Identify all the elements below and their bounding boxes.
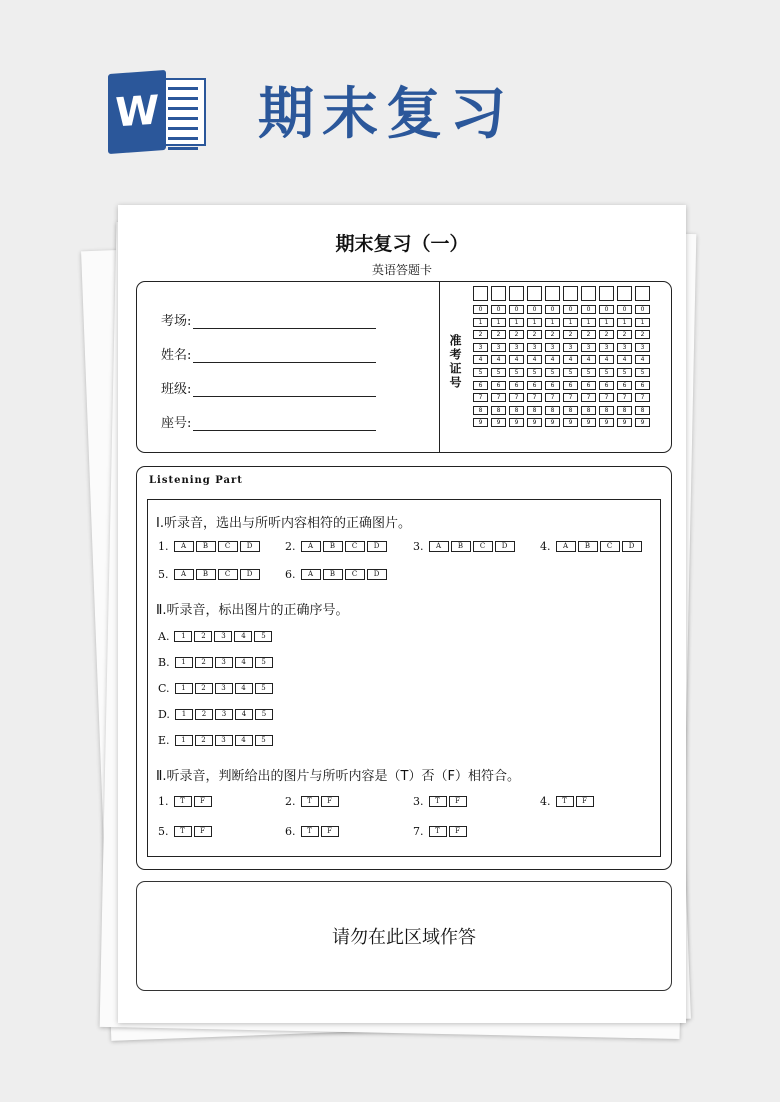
option-bubble-T[interactable]: T [301, 826, 319, 837]
option-bubble-4[interactable]: 4 [235, 683, 253, 694]
id-bubble-9[interactable]: 9 [635, 418, 650, 427]
option-bubble-2[interactable]: 2 [195, 683, 213, 694]
id-bubble-7[interactable]: 7 [581, 393, 596, 402]
id-bubble-0[interactable]: 0 [473, 305, 488, 314]
class-field[interactable]: 班级: [161, 378, 376, 397]
id-bubble-8[interactable]: 8 [491, 406, 506, 415]
question-number: 6. [285, 825, 296, 838]
section-1-question [540, 540, 644, 553]
id-bubble-9[interactable]: 9 [545, 418, 560, 427]
id-digit-box[interactable] [599, 286, 614, 301]
id-bubble-1[interactable]: 1 [617, 318, 632, 327]
option-bubble-3[interactable]: 3 [215, 709, 233, 720]
option-bubble-5[interactable]: 5 [255, 709, 273, 720]
option-bubble-F[interactable]: F [576, 796, 594, 807]
option-bubble-2[interactable]: 2 [195, 709, 213, 720]
question-number: B. [158, 656, 170, 669]
id-bubble-6[interactable]: 6 [563, 381, 578, 390]
section-1-question [158, 568, 262, 581]
id-bubble-8[interactable]: 8 [509, 406, 524, 415]
id-bubble-2[interactable]: 2 [617, 330, 632, 339]
id-bubble-8[interactable]: 8 [635, 406, 650, 415]
id-bubble-2[interactable]: 2 [545, 330, 560, 339]
section-2-question [158, 630, 274, 643]
option-bubble-D[interactable]: D [622, 541, 642, 552]
id-bubble-9[interactable]: 9 [473, 418, 488, 427]
id-bubble-3[interactable]: 3 [563, 343, 578, 352]
id-bubble-3[interactable]: 3 [599, 343, 614, 352]
section-3-title: Ⅱ.听录音，判断给出的图片与所听内容是（T）否（F）相符合。 [156, 769, 520, 784]
id-bubble-3[interactable]: 3 [491, 343, 506, 352]
option-bubble-1[interactable]: 1 [175, 709, 193, 720]
question-number: D. [158, 708, 170, 721]
id-bubble-0[interactable]: 0 [509, 305, 524, 314]
option-bubble-B[interactable]: B [451, 541, 471, 552]
option-bubble-T[interactable]: T [429, 826, 447, 837]
option-bubble-T[interactable]: T [174, 826, 192, 837]
question-number: E. [158, 734, 170, 747]
id-bubble-7[interactable]: 7 [635, 393, 650, 402]
option-bubble-T[interactable]: T [301, 796, 319, 807]
id-bubble-8[interactable]: 8 [599, 406, 614, 415]
id-bubble-5[interactable]: 5 [491, 368, 506, 377]
id-bubble-4[interactable]: 4 [599, 355, 614, 364]
seat-number-field[interactable]: 座号: [161, 412, 376, 431]
id-digit-box[interactable] [545, 286, 560, 301]
option-bubble-5[interactable]: 5 [255, 657, 273, 668]
id-bubble-1[interactable]: 1 [635, 318, 650, 327]
option-bubble-F[interactable]: F [321, 826, 339, 837]
question-number: 1. [158, 795, 169, 808]
option-bubble-T[interactable]: T [174, 796, 192, 807]
word-logo-badge: W [108, 70, 166, 154]
section-2-question [158, 682, 275, 695]
option-bubble-4[interactable]: 4 [235, 657, 253, 668]
id-bubble-4[interactable]: 4 [509, 355, 524, 364]
id-digit-box[interactable] [473, 286, 488, 301]
id-bubble-6[interactable]: 6 [617, 381, 632, 390]
id-digit-box[interactable] [581, 286, 596, 301]
id-bubble-3[interactable]: 3 [509, 343, 524, 352]
listening-label: Listening Part [149, 475, 243, 486]
question-number: A. [158, 630, 170, 643]
id-bubble-9[interactable]: 9 [563, 418, 578, 427]
id-bubble-6[interactable]: 6 [635, 381, 650, 390]
listening-panel [136, 466, 672, 870]
option-bubble-C[interactable]: C [218, 541, 238, 552]
id-digit-box[interactable] [617, 286, 632, 301]
id-bubble-8[interactable]: 8 [527, 406, 542, 415]
option-bubble-C[interactable]: C [600, 541, 620, 552]
option-bubble-3[interactable]: 3 [215, 683, 233, 694]
option-bubble-4[interactable]: 4 [235, 709, 253, 720]
id-bubble-3[interactable]: 3 [635, 343, 650, 352]
option-bubble-B[interactable]: B [578, 541, 598, 552]
option-bubble-D[interactable]: D [495, 541, 515, 552]
option-bubble-A[interactable]: A [174, 541, 194, 552]
id-bubble-0[interactable]: 0 [599, 305, 614, 314]
option-bubble-F[interactable]: F [321, 796, 339, 807]
section-2-question [158, 734, 275, 747]
question-number: 6. [285, 568, 296, 581]
id-bubble-7[interactable]: 7 [545, 393, 560, 402]
question-number: 1. [158, 540, 169, 553]
id-bubble-1[interactable]: 1 [527, 318, 542, 327]
id-bubble-7[interactable]: 7 [509, 393, 524, 402]
id-bubble-2[interactable]: 2 [563, 330, 578, 339]
id-bubble-5[interactable]: 5 [473, 368, 488, 377]
id-bubble-8[interactable]: 8 [617, 406, 632, 415]
id-bubble-5[interactable]: 5 [563, 368, 578, 377]
option-bubble-A[interactable]: A [174, 569, 194, 580]
question-number: 3. [413, 540, 424, 553]
section-2-question [158, 656, 275, 669]
option-bubble-4[interactable]: 4 [235, 735, 253, 746]
question-number: 4. [540, 540, 551, 553]
id-bubble-3[interactable]: 3 [617, 343, 632, 352]
id-digit-box[interactable] [509, 286, 524, 301]
section-1-question [158, 540, 262, 553]
question-number: 4. [540, 795, 551, 808]
id-bubble-7[interactable]: 7 [563, 393, 578, 402]
option-bubble-A[interactable]: A [556, 541, 576, 552]
id-bubble-5[interactable]: 5 [581, 368, 596, 377]
section-2-question [158, 708, 275, 721]
name-field[interactable]: 姓名: [161, 344, 376, 363]
option-bubble-F[interactable]: F [449, 826, 467, 837]
word-logo [108, 72, 206, 152]
id-bubble-8[interactable]: 8 [545, 406, 560, 415]
id-bubble-2[interactable]: 2 [599, 330, 614, 339]
option-bubble-1[interactable]: 1 [175, 683, 193, 694]
option-bubble-C[interactable]: C [345, 541, 365, 552]
document-title: 期末复习（一） [335, 233, 469, 255]
id-bubble-6[interactable]: 6 [581, 381, 596, 390]
option-bubble-C[interactable]: C [218, 569, 238, 580]
id-bubble-5[interactable]: 5 [527, 368, 542, 377]
option-bubble-C[interactable]: C [473, 541, 493, 552]
id-bubble-2[interactable]: 2 [509, 330, 524, 339]
question-number: 5. [158, 825, 169, 838]
id-bubble-3[interactable]: 3 [473, 343, 488, 352]
option-bubble-2[interactable]: 2 [194, 631, 212, 642]
header-title: 期末复习 [258, 82, 514, 147]
option-bubble-D[interactable]: D [240, 541, 260, 552]
id-bubble-6[interactable]: 6 [473, 381, 488, 390]
id-bubble-6[interactable]: 6 [491, 381, 506, 390]
id-digit-box[interactable] [635, 286, 650, 301]
id-bubble-3[interactable]: 3 [545, 343, 560, 352]
section-2-title: Ⅱ.听录音，标出图片的正确序号。 [156, 603, 349, 618]
id-bubble-9[interactable]: 9 [527, 418, 542, 427]
option-bubble-F[interactable]: F [194, 796, 212, 807]
id-bubble-4[interactable]: 4 [617, 355, 632, 364]
id-bubble-5[interactable]: 5 [617, 368, 632, 377]
id-digit-box[interactable] [491, 286, 506, 301]
section-1-title: Ⅰ.听录音，选出与所听内容相符的正确图片。 [156, 516, 411, 531]
id-bubble-1[interactable]: 1 [509, 318, 524, 327]
id-bubble-7[interactable]: 7 [527, 393, 542, 402]
id-bubble-2[interactable]: 2 [527, 330, 542, 339]
id-bubble-0[interactable]: 0 [617, 305, 632, 314]
id-bubble-0[interactable]: 0 [563, 305, 578, 314]
option-bubble-T[interactable]: T [429, 796, 447, 807]
question-number: 2. [285, 540, 296, 553]
id-bubble-6[interactable]: 6 [545, 381, 560, 390]
exam-room-field[interactable]: 考场: [161, 310, 376, 329]
id-bubble-7[interactable]: 7 [617, 393, 632, 402]
id-bubble-4[interactable]: 4 [563, 355, 578, 364]
id-bubble-9[interactable]: 9 [509, 418, 524, 427]
id-bubble-7[interactable]: 7 [473, 393, 488, 402]
option-bubble-C[interactable]: C [345, 569, 365, 580]
id-bubble-8[interactable]: 8 [581, 406, 596, 415]
id-bubble-1[interactable]: 1 [599, 318, 614, 327]
section-3-question [540, 795, 596, 808]
id-bubble-5[interactable]: 5 [545, 368, 560, 377]
student-info-panel [136, 281, 672, 453]
option-bubble-B[interactable]: B [323, 569, 343, 580]
id-bubble-9[interactable]: 9 [581, 418, 596, 427]
id-bubble-1[interactable]: 1 [563, 318, 578, 327]
option-bubble-T[interactable]: T [556, 796, 574, 807]
section-3-question [158, 795, 214, 808]
section-1-question [285, 568, 389, 581]
option-bubble-5[interactable]: 5 [254, 631, 272, 642]
option-bubble-5[interactable]: 5 [255, 735, 273, 746]
id-bubble-0[interactable]: 0 [581, 305, 596, 314]
option-bubble-3[interactable]: 3 [214, 631, 232, 642]
id-bubble-4[interactable]: 4 [581, 355, 596, 364]
id-bubble-1[interactable]: 1 [473, 318, 488, 327]
id-bubble-4[interactable]: 4 [635, 355, 650, 364]
option-bubble-3[interactable]: 3 [215, 657, 233, 668]
id-bubble-4[interactable]: 4 [491, 355, 506, 364]
option-bubble-B[interactable]: B [196, 569, 216, 580]
id-bubble-6[interactable]: 6 [527, 381, 542, 390]
section-1-question [285, 540, 389, 553]
id-digit-box[interactable] [527, 286, 542, 301]
option-bubble-3[interactable]: 3 [215, 735, 233, 746]
option-bubble-D[interactable]: D [240, 569, 260, 580]
id-bubble-5[interactable]: 5 [635, 368, 650, 377]
id-digit-box[interactable] [563, 286, 578, 301]
id-bubble-1[interactable]: 1 [581, 318, 596, 327]
admission-number-grid [473, 286, 650, 427]
id-bubble-3[interactable]: 3 [581, 343, 596, 352]
id-bubble-9[interactable]: 9 [599, 418, 614, 427]
option-bubble-A[interactable]: A [301, 541, 321, 552]
id-bubble-1[interactable]: 1 [545, 318, 560, 327]
section-1-question [413, 540, 517, 553]
option-bubble-B[interactable]: B [196, 541, 216, 552]
section-3-question [285, 825, 341, 838]
option-bubble-D[interactable]: D [367, 569, 387, 580]
section-3-question [158, 825, 214, 838]
option-bubble-1[interactable]: 1 [175, 735, 193, 746]
section-3-question [413, 825, 469, 838]
id-bubble-5[interactable]: 5 [509, 368, 524, 377]
option-bubble-1[interactable]: 1 [174, 631, 192, 642]
id-bubble-0[interactable]: 0 [491, 305, 506, 314]
id-bubble-6[interactable]: 6 [509, 381, 524, 390]
listening-questions-box [147, 499, 661, 857]
option-bubble-A[interactable]: A [429, 541, 449, 552]
section-3-question [285, 795, 341, 808]
id-bubble-8[interactable]: 8 [473, 406, 488, 415]
info-divider [439, 282, 440, 452]
id-bubble-2[interactable]: 2 [581, 330, 596, 339]
id-bubble-2[interactable]: 2 [473, 330, 488, 339]
question-number: 5. [158, 568, 169, 581]
question-number: 3. [413, 795, 424, 808]
question-number: 2. [285, 795, 296, 808]
id-bubble-0[interactable]: 0 [545, 305, 560, 314]
option-bubble-2[interactable]: 2 [195, 657, 213, 668]
id-bubble-8[interactable]: 8 [563, 406, 578, 415]
id-bubble-2[interactable]: 2 [491, 330, 506, 339]
option-bubble-5[interactable]: 5 [255, 683, 273, 694]
id-bubble-0[interactable]: 0 [527, 305, 542, 314]
id-bubble-4[interactable]: 4 [527, 355, 542, 364]
question-number: 7. [413, 825, 424, 838]
option-bubble-F[interactable]: F [194, 826, 212, 837]
option-bubble-2[interactable]: 2 [195, 735, 213, 746]
answer-sheet [118, 205, 686, 1023]
id-bubble-7[interactable]: 7 [599, 393, 614, 402]
option-bubble-A[interactable]: A [301, 569, 321, 580]
option-bubble-1[interactable]: 1 [175, 657, 193, 668]
id-bubble-4[interactable]: 4 [545, 355, 560, 364]
id-bubble-3[interactable]: 3 [527, 343, 542, 352]
option-bubble-D[interactable]: D [367, 541, 387, 552]
id-bubble-6[interactable]: 6 [599, 381, 614, 390]
id-bubble-0[interactable]: 0 [635, 305, 650, 314]
id-bubble-1[interactable]: 1 [491, 318, 506, 327]
document-subtitle: 英语答题卡 [371, 263, 432, 277]
option-bubble-4[interactable]: 4 [234, 631, 252, 642]
id-bubble-7[interactable]: 7 [491, 393, 506, 402]
option-bubble-F[interactable]: F [449, 796, 467, 807]
id-bubble-2[interactable]: 2 [635, 330, 650, 339]
question-number: C. [158, 682, 170, 695]
option-bubble-B[interactable]: B [323, 541, 343, 552]
id-bubble-5[interactable]: 5 [599, 368, 614, 377]
id-bubble-9[interactable]: 9 [491, 418, 506, 427]
id-bubble-9[interactable]: 9 [617, 418, 632, 427]
no-answer-area: 请勿在此区域作答 [136, 881, 672, 991]
section-3-question [413, 795, 469, 808]
id-bubble-4[interactable]: 4 [473, 355, 488, 364]
admission-number-label: 准考证号 [448, 334, 462, 390]
